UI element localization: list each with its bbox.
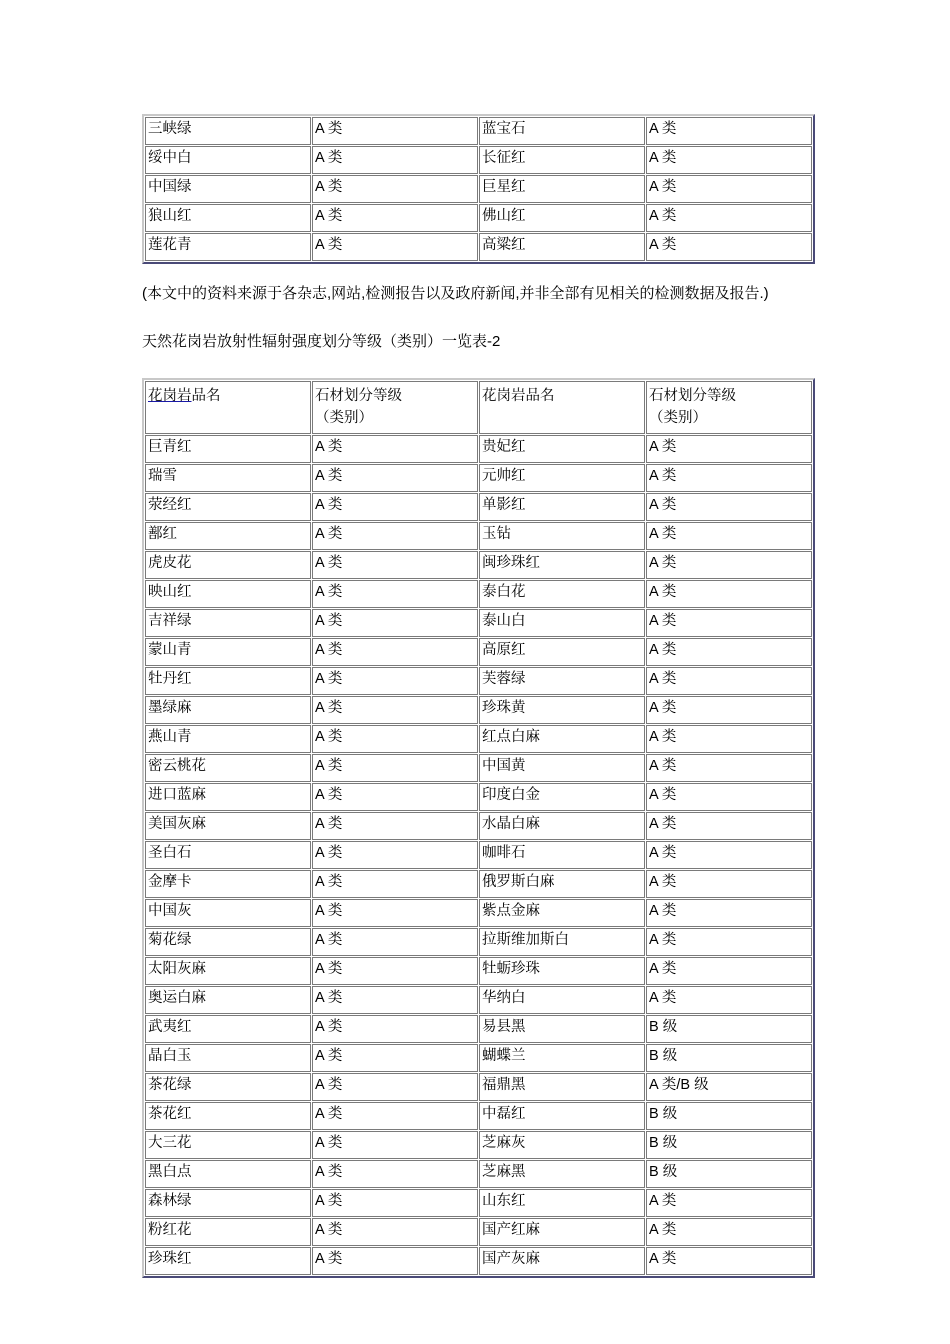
granite-name-cell: 晶白玉 (145, 1044, 311, 1072)
granite-name-cell: 山东红 (479, 1189, 645, 1217)
table-row (145, 233, 812, 261)
grade-cell: A 类 (312, 493, 478, 521)
grade-cell: A 类 (646, 1189, 812, 1217)
table-row (145, 522, 812, 550)
grade-cell: A 类 (312, 1189, 478, 1217)
grade-cell: A 类 (312, 609, 478, 637)
granite-name-cell: 紫点金麻 (479, 899, 645, 927)
granite-name-cell: 粉红花 (145, 1218, 311, 1246)
granite-name-cell: 茶花绿 (145, 1073, 311, 1101)
table-row (145, 986, 812, 1014)
table-row (145, 175, 812, 203)
table-row (145, 1218, 812, 1246)
table-row (145, 1160, 812, 1188)
table-row (145, 117, 812, 145)
grade-cell: A 类 (312, 1073, 478, 1101)
table-row (145, 146, 812, 174)
granite-name-cell: 贵妃红 (479, 435, 645, 463)
grade-cell: A 类 (646, 233, 812, 261)
granite-name-cell: 芝麻灰 (479, 1131, 645, 1159)
grade-cell: A 类 (646, 870, 812, 898)
grade-cell: A 类 (312, 117, 478, 145)
table-row (145, 899, 812, 927)
grade-cell: A 类 (646, 754, 812, 782)
grade-cell: A 类 (646, 638, 812, 666)
grade-cell: A 类 (312, 754, 478, 782)
granite-name-cell: 武夷红 (145, 1015, 311, 1043)
granite-name-cell: 中国黄 (479, 754, 645, 782)
granite-name-cell: 泰白花 (479, 580, 645, 608)
granite-name-cell: 黑白点 (145, 1160, 311, 1188)
header-name-suffix: 品名 (191, 388, 221, 404)
granite-name-cell: 高粱红 (479, 233, 645, 261)
table-row (145, 1102, 812, 1130)
header-granite-name (145, 381, 311, 434)
header-grade-line1: 石材划分等级 (315, 388, 402, 404)
granite-name-cell: 瑞雪 (145, 464, 311, 492)
grade-cell: B 级 (646, 1131, 812, 1159)
grade-cell: A 类/B 级 (646, 1073, 812, 1101)
granite-name-cell: 三峡绿 (145, 117, 311, 145)
table-title: 天然花岗岩放射性辐射强度划分等级（类别）一览表-2 (142, 333, 501, 350)
granite-table-1 (142, 114, 815, 264)
granite-name-cell: 国产红麻 (479, 1218, 645, 1246)
grade-cell: A 类 (312, 1160, 478, 1188)
header-grade2-line1: 石材划分等级 (649, 388, 736, 404)
granite-name-cell: 华纳白 (479, 986, 645, 1014)
grade-cell: A 类 (646, 899, 812, 927)
table-header-row (145, 381, 812, 434)
granite-name-cell: 奥运白麻 (145, 986, 311, 1014)
table-row (145, 580, 812, 608)
granite-name-cell: 蝴蝶兰 (479, 1044, 645, 1072)
grade-cell: A 类 (312, 1131, 478, 1159)
table-row (145, 696, 812, 724)
grade-cell: A 类 (312, 1015, 478, 1043)
table-row (145, 204, 812, 232)
table-row (145, 609, 812, 637)
grade-cell: A 类 (646, 667, 812, 695)
granite-name-cell: 吉祥绿 (145, 609, 311, 637)
granite-name-cell: 芙蓉绿 (479, 667, 645, 695)
grade-cell: A 类 (646, 928, 812, 956)
table-row (145, 1131, 812, 1159)
grade-cell: A 类 (312, 1247, 478, 1275)
granite-name-cell: 美国灰麻 (145, 812, 311, 840)
grade-cell: A 类 (646, 725, 812, 753)
grade-cell: A 类 (312, 1102, 478, 1130)
grade-cell: A 类 (646, 812, 812, 840)
grade-cell: A 类 (646, 609, 812, 637)
grade-cell: A 类 (646, 841, 812, 869)
granite-name-cell: 映山红 (145, 580, 311, 608)
table-row (145, 1015, 812, 1043)
table-row (145, 812, 812, 840)
source-note: (本文中的资料来源于各杂志,网站,检测报告以及政府新闻,并非全部有见相关的检测数据及报告.) (142, 285, 769, 302)
grade-cell: A 类 (646, 146, 812, 174)
granite-name-cell: 长征红 (479, 146, 645, 174)
granite-name-cell: 珍珠黄 (479, 696, 645, 724)
granite-name-cell: 国产灰麻 (479, 1247, 645, 1275)
granite-name-cell: 虎皮花 (145, 551, 311, 579)
granite-name-cell: 咖啡石 (479, 841, 645, 869)
grade-cell: A 类 (646, 435, 812, 463)
granite-name-cell: 金摩卡 (145, 870, 311, 898)
table-row (145, 841, 812, 869)
grade-cell: A 类 (646, 783, 812, 811)
granite-name-cell: 太阳灰麻 (145, 957, 311, 985)
table-row (145, 754, 812, 782)
grade-cell: A 类 (646, 1218, 812, 1246)
table-row (145, 667, 812, 695)
header-grade2-line2: （类别） (649, 410, 707, 426)
grade-cell: A 类 (312, 986, 478, 1014)
grade-cell: A 类 (312, 667, 478, 695)
granite-name-cell: 福鼎黑 (479, 1073, 645, 1101)
table-row (145, 928, 812, 956)
grade-cell: A 类 (312, 957, 478, 985)
granite-name-cell: 大三花 (145, 1131, 311, 1159)
grade-cell: B 级 (646, 1160, 812, 1188)
grade-cell: A 类 (312, 522, 478, 550)
granite-name-cell: 闽珍珠红 (479, 551, 645, 579)
granite-name-cell: 印度白金 (479, 783, 645, 811)
grade-cell: A 类 (312, 870, 478, 898)
granite-name-cell: 中磊红 (479, 1102, 645, 1130)
grade-cell: A 类 (646, 580, 812, 608)
table-row (145, 1189, 812, 1217)
granite-name-cell: 茶花红 (145, 1102, 311, 1130)
table-row (145, 551, 812, 579)
header-grade (312, 381, 478, 434)
granite-name-cell: 蒙山青 (145, 638, 311, 666)
grade-cell: A 类 (312, 175, 478, 203)
granite-name-cell: 佛山红 (479, 204, 645, 232)
grade-cell: A 类 (646, 551, 812, 579)
granite-name-cell: 蓝宝石 (479, 117, 645, 145)
grade-cell: A 类 (646, 493, 812, 521)
granite-name-cell: 高原红 (479, 638, 645, 666)
grade-cell: A 类 (646, 696, 812, 724)
grade-cell: A 类 (646, 1247, 812, 1275)
table-row (145, 957, 812, 985)
grade-cell: A 类 (312, 464, 478, 492)
granite-name-cell: 芝麻黑 (479, 1160, 645, 1188)
grade-cell: A 类 (646, 175, 812, 203)
granite-table-1-body (145, 117, 812, 261)
granite-name-cell: 密云桃花 (145, 754, 311, 782)
granite-name-cell: 中国绿 (145, 175, 311, 203)
table-row (145, 493, 812, 521)
grade-cell: A 类 (312, 638, 478, 666)
grade-cell: A 类 (646, 957, 812, 985)
granite-name-cell: 莲花青 (145, 233, 311, 261)
table-row (145, 725, 812, 753)
granite-name-cell: 狼山红 (145, 204, 311, 232)
grade-cell: A 类 (646, 464, 812, 492)
grade-cell: B 级 (646, 1044, 812, 1072)
header-granite-name-2: 花岗岩品名 (479, 381, 645, 434)
grade-cell: A 类 (646, 204, 812, 232)
granite-name-cell: 红点白麻 (479, 725, 645, 753)
granite-name-cell: 元帅红 (479, 464, 645, 492)
grade-cell: A 类 (312, 812, 478, 840)
grade-cell: A 类 (312, 725, 478, 753)
grade-cell: A 类 (312, 204, 478, 232)
granite-name-cell: 巨青红 (145, 435, 311, 463)
granite-table-2 (142, 378, 815, 1278)
granite-name-cell: 泰山白 (479, 609, 645, 637)
grade-cell: B 级 (646, 1102, 812, 1130)
header-grade-2 (646, 381, 812, 434)
table-row (145, 1073, 812, 1101)
granite-name-cell: 森林绿 (145, 1189, 311, 1217)
granite-link[interactable]: 花岗岩 (148, 388, 192, 404)
grade-cell: A 类 (312, 928, 478, 956)
grade-cell: A 类 (312, 233, 478, 261)
table-row (145, 870, 812, 898)
table-row (145, 638, 812, 666)
granite-name-cell: 圣白石 (145, 841, 311, 869)
grade-cell: A 类 (646, 117, 812, 145)
grade-cell: A 类 (312, 696, 478, 724)
granite-name-cell: 巨星红 (479, 175, 645, 203)
granite-name-cell: 单影红 (479, 493, 645, 521)
granite-table-2-body (145, 381, 812, 1275)
granite-name-cell: 燕山青 (145, 725, 311, 753)
granite-name-cell: 进口蓝麻 (145, 783, 311, 811)
granite-name-cell: 俄罗斯白麻 (479, 870, 645, 898)
table-row (145, 464, 812, 492)
granite-name-cell: 鄯红 (145, 522, 311, 550)
granite-name-cell: 绥中白 (145, 146, 311, 174)
table-row (145, 1247, 812, 1275)
grade-cell: A 类 (312, 580, 478, 608)
granite-name-cell: 中国灰 (145, 899, 311, 927)
grade-cell: A 类 (312, 1218, 478, 1246)
table-row (145, 435, 812, 463)
grade-cell: A 类 (312, 899, 478, 927)
granite-name-cell: 牡丹红 (145, 667, 311, 695)
granite-name-cell: 墨绿麻 (145, 696, 311, 724)
grade-cell: A 类 (646, 522, 812, 550)
granite-name-cell: 水晶白麻 (479, 812, 645, 840)
grade-cell: A 类 (312, 551, 478, 579)
granite-name-cell: 菊花绿 (145, 928, 311, 956)
grade-cell: A 类 (312, 783, 478, 811)
table-row (145, 1044, 812, 1072)
granite-name-cell: 拉斯维加斯白 (479, 928, 645, 956)
table-row (145, 783, 812, 811)
header-grade-line2: （类别） (315, 410, 373, 426)
granite-name-cell: 珍珠红 (145, 1247, 311, 1275)
granite-name-cell: 玉钻 (479, 522, 645, 550)
granite-name-cell: 易县黑 (479, 1015, 645, 1043)
granite-name-cell: 荥经红 (145, 493, 311, 521)
grade-cell: A 类 (312, 841, 478, 869)
grade-cell: A 类 (312, 1044, 478, 1072)
grade-cell: A 类 (646, 986, 812, 1014)
grade-cell: A 类 (312, 435, 478, 463)
grade-cell: B 级 (646, 1015, 812, 1043)
granite-name-cell: 牡蛎珍珠 (479, 957, 645, 985)
grade-cell: A 类 (312, 146, 478, 174)
